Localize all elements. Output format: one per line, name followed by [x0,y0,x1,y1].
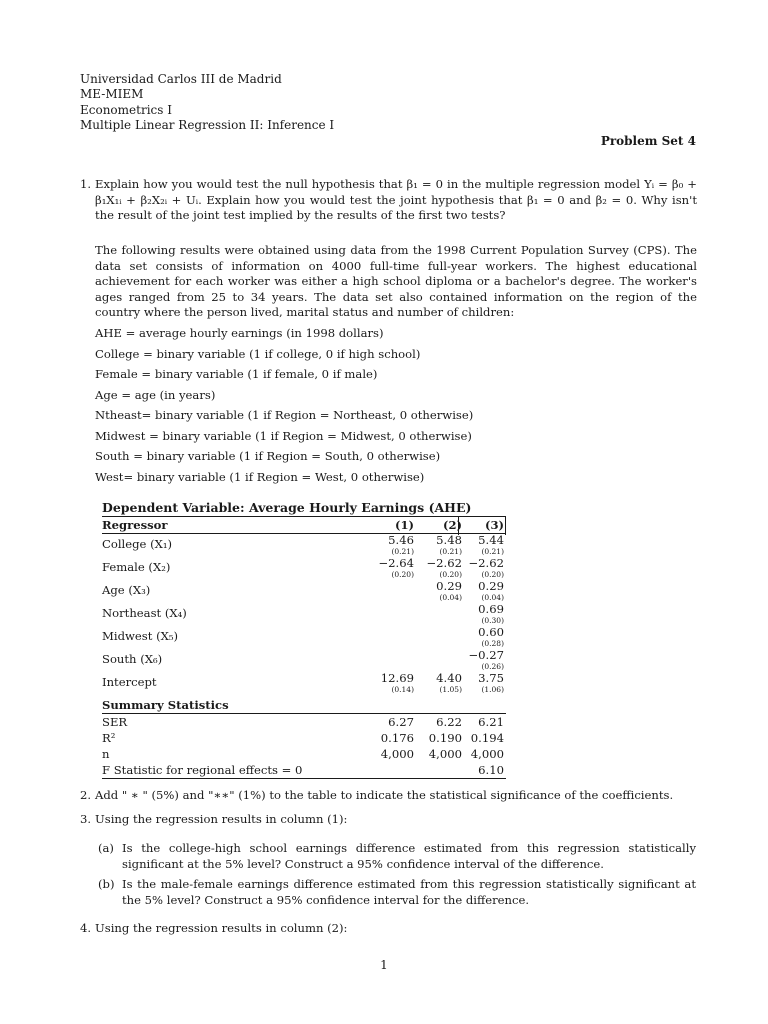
regressor-header: Regressor [102,518,168,532]
se-cell: (0.04) [481,593,504,602]
coef-cell: −0.27 [468,648,504,662]
table-row [102,534,506,557]
coef-cell: 0.29 [436,579,462,593]
q3-text: Using the regression results in column (1): [95,812,348,826]
column-header: (2) [442,518,462,532]
page-number: 1 [380,958,388,972]
summary-value: 0.194 [470,731,504,745]
q4-text: Using the regression results in column (2): [95,921,348,935]
coef-cell: 5.44 [478,533,504,547]
problem-set-title: Problem Set 4 [600,134,696,148]
coef-cell: −2.64 [378,556,414,570]
se-cell: (0.14) [391,685,414,694]
q3-number: 3. [80,812,92,826]
se-cell: (0.21) [481,547,504,556]
se-cell: (0.30) [481,616,504,625]
summary-value: 6.27 [388,715,414,729]
summary-value: 6.22 [436,715,462,729]
column-header: (1) [394,518,414,532]
row-label: Northeast (X₄) [102,606,187,620]
row-label: Age (X₃) [102,583,151,597]
summary-header: Summary Statistics [102,698,229,712]
definition-item: Age = age (in years) [95,387,216,402]
coef-cell: −2.62 [468,556,504,570]
coef-cell: 5.48 [436,533,462,547]
summary-row [102,714,506,730]
summary-rows [102,714,506,778]
table-row [102,557,506,580]
summary-label: F Statistic for regional effects = 0 [102,763,303,777]
variable-definitions [95,323,473,487]
intro-paragraph: The following results were obtained using data from the 1998 Current Population Survey (CPS). The data set consists of information on 4000 full-time full-year workers. The highest educational achievement for each worker was either a high school diploma or a bachelor's degree. The worker's ages ranged from 25 to 34 years. The data set also contained information on the region of the country where the person lived, marital status and number of children: [95,243,697,320]
q1-text: Explain how you would test the null hypothesis that β₁ = 0 in the multiple regression model Yᵢ = β₀ + β₁X₁ᵢ + β₂X₂ᵢ + Uᵢ. Explain how you would test the joint hypothesis that β₁ = 0 and β₂ = 0. Why isn't the result of the joint test implied by the results of the first two tests? [95,177,697,223]
se-cell: (0.20) [391,570,414,579]
q3a-text: Is the college-high school earnings difference estimated from this regression statistically significant at the 5% level? Construct a 95% confidence interval of the difference. [122,841,696,871]
summary-label: SER [102,715,128,729]
summary-value: 4,000 [380,747,414,761]
coef-cell: 12.69 [380,671,414,685]
coef-cell: 5.46 [388,533,414,547]
summary-value: 4,000 [470,747,504,761]
table-caption: Dependent Variable: Average Hourly Earnings (AHE) [102,500,472,515]
se-cell: (0.28) [481,639,504,648]
table-row [102,672,506,695]
header-program: ME-MIEM [80,87,144,101]
header-course: Econometrics I [80,103,172,117]
regression-table [102,500,506,779]
se-cell: (0.20) [439,570,462,579]
coef-cell: 0.69 [478,602,504,616]
summary-row [102,746,506,762]
q2-number: 2. [80,788,92,802]
summary-value: 0.190 [428,731,462,745]
summary-label: n [102,747,110,761]
summary-value: 6.10 [478,763,504,777]
summary-label: R² [102,731,116,745]
se-cell: (0.26) [481,662,504,671]
row-label: Intercept [102,675,157,689]
column-header: (3) [484,518,504,532]
table-row [102,603,506,626]
coef-cell: 4.40 [436,671,462,685]
row-label: College (X₁) [102,537,173,551]
summary-value: 4,000 [428,747,462,761]
header-university: Universidad Carlos III de Madrid [80,72,282,86]
q2-text: Add " ∗ " (5%) and "∗∗" (1%) to the table to indicate the statistical significance of the coefficients. [95,788,674,802]
summary-header-row [102,697,506,713]
q4-number: 4. [80,921,92,935]
table-row [102,626,506,649]
header-topic: Multiple Linear Regression II: Inference I [80,118,335,132]
table-header-row [102,517,506,533]
definition-item: Female = binary variable (1 if female, 0 if male) [95,367,378,381]
se-cell: (0.04) [439,593,462,602]
summary-value: 0.176 [380,731,414,745]
se-cell: (0.21) [391,547,414,556]
coef-cell: 0.60 [478,625,504,639]
coef-cell: −2.62 [426,556,462,570]
summary-value: 6.21 [478,715,504,729]
summary-row [102,762,506,778]
coef-cell: 0.29 [478,579,504,593]
summary-row [102,730,506,746]
definition-item: Ntheast= binary variable (1 if Region = Northeast, 0 otherwise) [95,408,474,422]
se-cell: (1.05) [439,685,462,694]
coef-cell: 3.75 [478,671,504,685]
se-cell: (1.06) [481,685,504,694]
q3b-text: Is the male-female earnings difference estimated from this regression statistically significant at the 5% level? Construct a 95% confidence interval for the difference. [122,877,696,907]
definition-item: South = binary variable (1 if Region = South, 0 otherwise) [95,449,441,463]
definition-item: Midwest = binary variable (1 if Region = Midwest, 0 otherwise) [95,428,472,443]
definition-item: College = binary variable (1 if college, 0 if high school) [95,346,421,361]
q3a-label: (a) [98,841,114,855]
q1-number: 1. [80,177,92,191]
definition-item: West= binary variable (1 if Region = West, 0 otherwise) [95,469,425,484]
se-cell: (0.21) [439,547,462,556]
definition-item: AHE = average hourly earnings (in 1998 dollars) [95,326,384,340]
table-row [102,649,506,672]
row-label: Female (X₂) [102,560,171,574]
coefficient-rows [102,534,506,695]
row-label: Midwest (X₅) [102,629,179,643]
table-row [102,580,506,603]
row-label: South (X₆) [102,652,163,666]
se-cell: (0.20) [481,570,504,579]
q3b-label: (b) [98,877,115,891]
